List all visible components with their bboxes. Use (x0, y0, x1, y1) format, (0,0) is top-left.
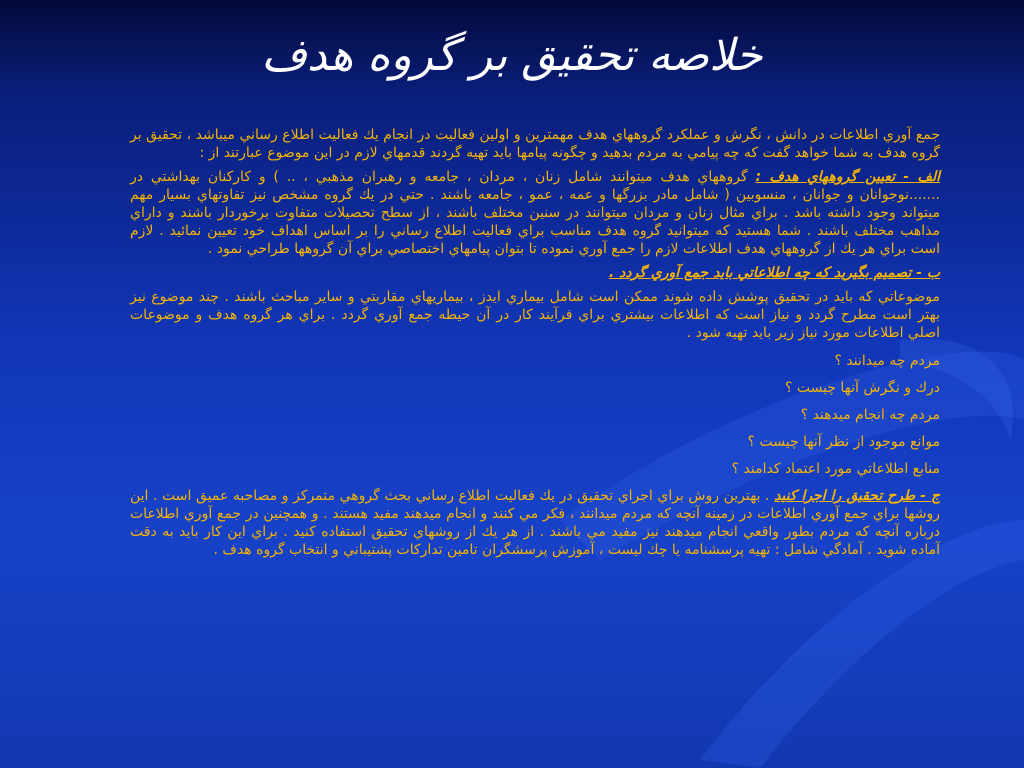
section-a-text: گروههاي هدف ميتوانند شامل زنان ، مردان ، جامعه و رهبران مذهبي ، .. ) و كاركنان بهداشتي در .......نوجوانان و جوانان ، منسوبين ( شامل مادر بزرگها و عمه ، عمو ، جامعه باشند . حتي در يك گروه مشخص نيز تفاوتهاي بسيار مهم ميتواند وجود داشته باشد . براي مثال زنان و مردان ميتوانند در سنين مختلف باشند ، از سطح تحصيلات متفاوت برخوردار باشند و داراي مذاهب مختلف باشند . شما هستيد كه ميتوانيد گروه هدف مناسب براي فعاليت اطلاع رساني را بر اساس اهداف خود تعيين نمائيد . لازم است براي هر يك از گروههاي هدف اطلاعات لازم را جمع آوري نموده تا بتوان پيامهاي اختصاصي براي آن گروهها طراحي نمود . (130, 169, 940, 257)
question-item: منابع اطلاعاتي مورد اعتماد كدامند ؟ (731, 461, 940, 477)
section-a-paragraph (130, 168, 940, 258)
question-item: موانع موجود از نظر آنها چيست ؟ (747, 434, 940, 450)
slide-body (130, 126, 940, 565)
intro-paragraph: جمع آوري اطلاعات در دانش ، نگرش و عملكرد گروههاي هدف مهمترين و اولين فعاليت در انجام يك فعاليت اطلاع رساني ميباشد ، تحقيق بر گروه هدف به شما خواهد گفت كه چه پيامي به مردم بدهيد و چگونه پيامها بايد تهيه گردند قدمهاي لازم در اين موضوع عبارتند از : (130, 127, 940, 161)
section-c-paragraph (130, 487, 940, 559)
section-c-heading: ج - طرح تحقيق را اجرا كنيد (774, 488, 940, 504)
question-item: مردم چه ميدانند ؟ (834, 353, 940, 369)
section-b-paragraph: موضوعاتي كه بايد در تحقيق پوشش داده شوند ممكن است شامل بيماري ايدز ، بيماريهاي مقاربتي و ساير مباحث باشند . چند موضوع نيز بهتر است مطرح گردد و نياز است كه اطلاعات بيشتري براي فرآيند كار در آن حيطه جمع آوري گردد . براي هر گروه هدف و موضوعات اصلي اطلاعات مورد نياز زير بايد تهيه شود . (130, 289, 940, 341)
section-a-heading: الف - تعيين گروههاي هدف : (755, 169, 941, 185)
question-item: درك و نگرش آنها چيست ؟ (784, 380, 940, 396)
section-c-text: . بهترين روش براي اجراي تحقيق در يك فعاليت اطلاع رساني بحث گروهي متمركز و مصاحبه عميق است . اين روشها براي جمع آوري اطلاعات در زمينه آنچه كه مردم ميدانند ، فكر مي كنند و انجام ميدهند مفيد هستند . و همچنين در جمع آوري اطلاعات درباره آنچه كه مردم بطور واقعي انجام ميدهند نيز مفيد مي باشند . از هر يك از روشهاي تحقيق استفاده كنيد . براي اين كار بايد به دقت آماده شويد . آمادگي شامل : تهيه پرسشنامه يا چك ليست ، آموزش پرسشگران تامين تداركات پشتيباني و انتخاب گروه هدف . (130, 488, 940, 558)
section-b-heading-line (130, 264, 940, 282)
section-b-heading: ب - تصميم بگيريد كه چه اطلاعاتي بايد جمع آوري گردد . (608, 265, 940, 281)
question-item: مردم چه انجام ميدهند ؟ (800, 407, 940, 423)
slide-title: خلاصه تحقيق بر گروه هدف (261, 30, 763, 81)
